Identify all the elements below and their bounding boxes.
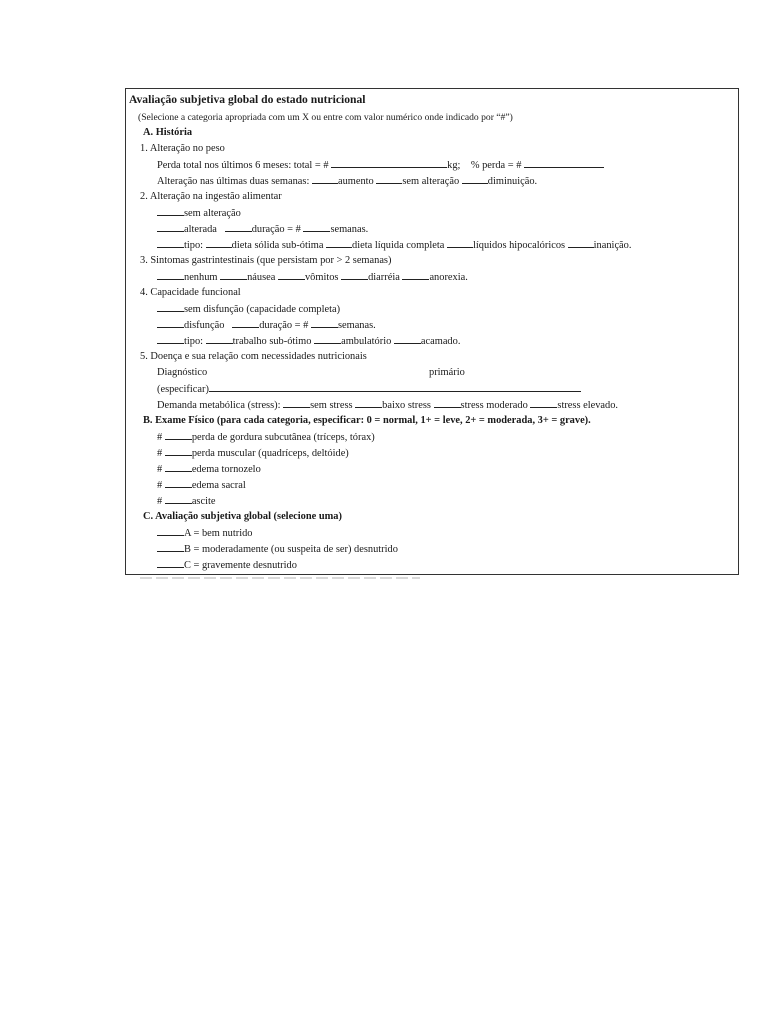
b-item-line <box>157 446 349 460</box>
section-c-heading: C. Avaliação subjetiva global (selecione uma) <box>143 511 342 522</box>
q5-stress-moderado-field[interactable] <box>434 398 461 408</box>
b-item-field[interactable] <box>165 462 192 472</box>
q2-duracao-field[interactable] <box>225 222 252 232</box>
c-option-field[interactable] <box>157 526 184 536</box>
b-item-line <box>157 430 375 444</box>
q4-trabalho-field[interactable] <box>206 334 233 344</box>
q2-liquidos-label: líquidos hipocalóricos <box>473 240 566 251</box>
b-item-label: edema tornozelo <box>191 464 261 475</box>
q3-diarreia-label: diarréia <box>368 272 400 283</box>
c-option-label: A = bem nutrido <box>184 528 253 539</box>
q5-sem-stress-field[interactable] <box>283 398 310 408</box>
q1-perda-line <box>157 158 604 172</box>
q4-sem-disfuncao-line <box>157 302 340 316</box>
q2-tipo-line <box>157 238 631 252</box>
q5-demanda-line <box>157 398 618 412</box>
q2-duracao-label: duração = # <box>251 224 301 235</box>
q5-especificar-label: (especificar) <box>157 384 209 395</box>
b-item-label: edema sacral <box>191 480 246 491</box>
q4-tipo-field[interactable] <box>157 334 184 344</box>
cut-off-text-remnant <box>140 577 420 579</box>
q3-vomitos-label: vômitos <box>304 272 339 283</box>
q2-alterada-field[interactable] <box>157 222 184 232</box>
q5-sem-stress-label: sem stress <box>310 400 353 411</box>
c-option-line <box>157 542 398 556</box>
form-instructions: (Selecione a categoria apropriada com um X ou entre com valor numérico onde indicado por “#”) <box>138 112 513 123</box>
b-item-line <box>157 478 246 492</box>
c-option-line <box>157 526 253 540</box>
c-option-label: B = moderadamente (ou suspeita de ser) desnutrido <box>184 544 398 555</box>
b-hash: # <box>157 432 163 443</box>
q4-ambulatorio-label: ambulatório <box>341 336 392 347</box>
q4-sem-disfuncao-field[interactable] <box>157 302 184 312</box>
c-option-field[interactable] <box>157 542 184 552</box>
q5-stress-moderado-label: stress moderado <box>460 400 528 411</box>
q1-perc-field[interactable] <box>524 158 604 168</box>
q5-especificar-line <box>157 382 581 396</box>
q2-alterada-line <box>157 222 368 236</box>
q4-tipo-line <box>157 334 460 348</box>
form-title: Avaliação subjetiva global do estado nutricional <box>129 93 366 106</box>
q5-demanda-label: Demanda metabólica (stress): <box>157 400 281 411</box>
q4-trabalho-label: trabalho sub-ótimo <box>232 336 312 347</box>
q1-diminuicao-label: diminuição. <box>487 176 538 187</box>
q4-disfuncao-line <box>157 318 376 332</box>
q5-especificar-field[interactable] <box>209 382 581 392</box>
b-hash: # <box>157 448 163 459</box>
q3-anorexia-field[interactable] <box>402 270 429 280</box>
b-item-label: perda muscular (quadríceps, deltóide) <box>191 448 349 459</box>
b-item-field[interactable] <box>165 478 192 488</box>
q4-sem-disfuncao-label: sem disfunção (capacidade completa) <box>184 304 341 315</box>
q3-title: 3. Sintomas gastrintestinais (que persistam por > 2 semanas) <box>140 255 392 266</box>
c-option-field[interactable] <box>157 558 184 568</box>
q5-stress-elevado-field[interactable] <box>530 398 557 408</box>
q4-disfuncao-field[interactable] <box>157 318 184 328</box>
q2-tipo-field[interactable] <box>157 238 184 248</box>
q4-duracao-label: duração = # <box>259 320 309 331</box>
q3-nausea-field[interactable] <box>220 270 247 280</box>
q3-anorexia-label: anorexia. <box>429 272 468 283</box>
b-hash: # <box>157 480 163 491</box>
q2-sem-alteracao-line <box>157 206 241 220</box>
q1-aumento-label: aumento <box>337 176 374 187</box>
q2-sem-alteracao-label: sem alteração <box>184 208 241 219</box>
q4-semanas-field[interactable] <box>311 318 338 328</box>
q1-title: 1. Alteração no peso <box>140 143 225 154</box>
q2-inanicao-label: inanição. <box>593 240 632 251</box>
q3-nenhum-field[interactable] <box>157 270 184 280</box>
q4-semanas-label: semanas. <box>337 320 376 331</box>
q1-sem-alteracao-label: sem alteração <box>402 176 460 187</box>
q2-semanas-label: semanas. <box>330 224 369 235</box>
q2-tipo-label: tipo: <box>184 240 204 251</box>
q2-inanicao-field[interactable] <box>568 238 594 248</box>
q2-sem-alteracao-field[interactable] <box>157 206 184 216</box>
b-item-field[interactable] <box>165 446 192 456</box>
q4-tipo-label: tipo: <box>184 336 204 347</box>
c-option-label: C = gravemente desnutrido <box>184 560 297 571</box>
b-item-line <box>157 494 215 508</box>
q1-diminuicao-field[interactable] <box>462 174 488 184</box>
q4-ambulatorio-field[interactable] <box>314 334 341 344</box>
q1-perc-label: % perda = # <box>470 160 522 171</box>
section-b-heading: B. Exame Físico (para cada categoria, especificar: 0 = normal, 1+ = leve, 2+ = moderada, 3+ = grave). <box>143 415 591 426</box>
b-item-field[interactable] <box>165 430 192 440</box>
q1-sem-alteracao-field[interactable] <box>376 174 402 184</box>
q1-peso-total-field[interactable] <box>331 158 447 168</box>
q1-duas-semanas-line <box>157 174 537 188</box>
b-item-label: perda de gordura subcutânea (tríceps, tórax) <box>191 432 375 443</box>
q1-duas-semanas-label: Alteração nas últimas duas semanas: <box>157 176 310 187</box>
b-item-line <box>157 462 261 476</box>
q4-title: 4. Capacidade funcional <box>140 287 241 298</box>
b-hash: # <box>157 496 163 507</box>
c-option-line <box>157 558 297 572</box>
q4-disfuncao-label: disfunção <box>184 320 225 331</box>
q1-kg-label: kg; <box>447 160 461 171</box>
q3-nausea-label: náusea <box>247 272 276 283</box>
q5-stress-elevado-label: stress elevado. <box>557 400 618 411</box>
b-hash: # <box>157 464 163 475</box>
q5-diagnostico-label: Diagnóstico <box>157 367 208 378</box>
q2-dieta-liquida-label: dieta líquida completa <box>352 240 445 251</box>
q4-acamado-label: acamado. <box>420 336 461 347</box>
q2-dieta-solida-field[interactable] <box>206 238 232 248</box>
q2-dieta-solida-label: dieta sólida sub-ótima <box>231 240 324 251</box>
q3-nenhum-label: nenhum <box>184 272 218 283</box>
b-item-label: ascite <box>191 496 216 507</box>
q3-vomitos-field[interactable] <box>278 270 305 280</box>
q2-semanas-field[interactable] <box>303 222 330 232</box>
section-a-heading: A. História <box>143 127 193 138</box>
b-item-field[interactable] <box>165 494 192 504</box>
q2-alterada-label: alterada <box>184 224 217 235</box>
q5-baixo-stress-label: baixo stress <box>382 400 431 411</box>
q2-liquidos-field[interactable] <box>447 238 473 248</box>
q3-diarreia-field[interactable] <box>341 270 368 280</box>
q4-duracao-field[interactable] <box>232 318 259 328</box>
q5-title: 5. Doença e sua relação com necessidades nutricionais <box>140 351 367 362</box>
q1-aumento-field[interactable] <box>312 174 338 184</box>
q2-title: 2. Alteração na ingestão alimentar <box>140 191 282 202</box>
q5-baixo-stress-field[interactable] <box>355 398 382 408</box>
q4-acamado-field[interactable] <box>394 334 421 344</box>
q5-primario-label: primário <box>429 367 465 378</box>
q1-perda-label: Perda total nos últimos 6 meses: total = # <box>157 160 329 171</box>
q2-dieta-liquida-field[interactable] <box>326 238 352 248</box>
q3-options-line <box>157 270 468 284</box>
